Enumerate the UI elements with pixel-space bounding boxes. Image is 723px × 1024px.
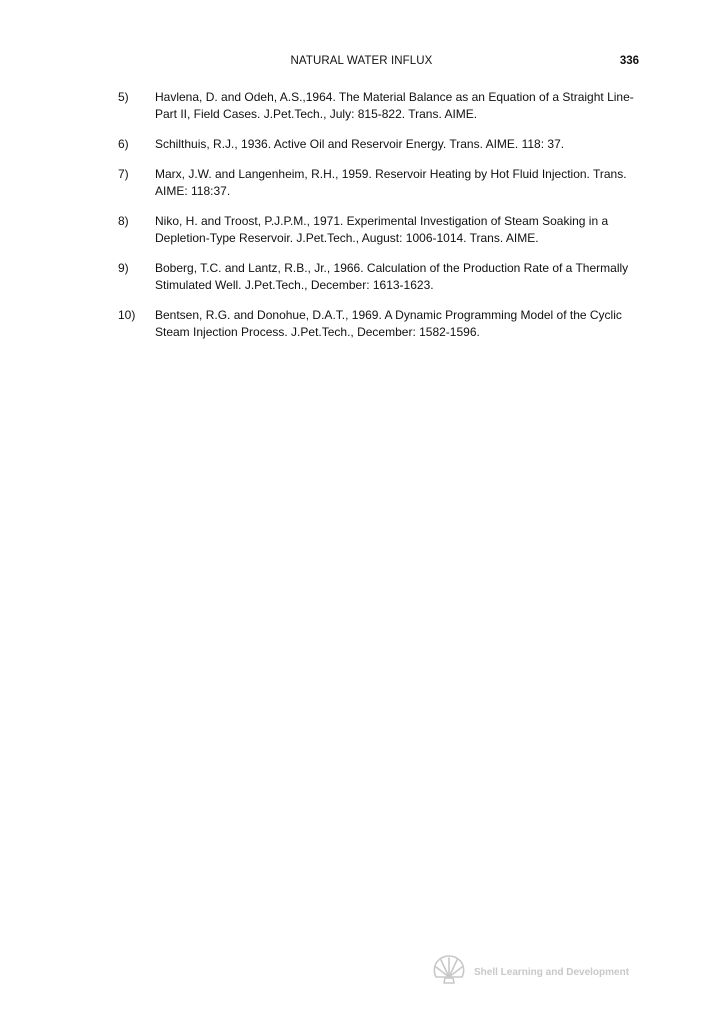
page-title: NATURAL WATER INFLUX	[290, 55, 433, 67]
reference-text: Bentsen, R.G. and Donohue, D.A.T., 1969. A Dynamic Programming Model of the Cyclic Steam Injection Process. J.Pet.Tech., December: 1582-1596.	[155, 308, 622, 339]
shell-logo-icon	[432, 954, 466, 986]
reference-text: Marx, J.W. and Langenheim, R.H., 1959. Reservoir Heating by Hot Fluid Injection. Trans. AIME: 118:37.	[155, 167, 627, 198]
page-number: 336	[619, 55, 639, 67]
reference-number: 9)	[118, 261, 129, 275]
reference-item	[118, 260, 638, 294]
reference-number: 6)	[118, 137, 129, 151]
reference-number: 7)	[118, 167, 129, 181]
reference-list	[118, 89, 638, 354]
reference-item	[118, 307, 638, 341]
reference-text: Niko, H. and Troost, P.J.P.M., 1971. Experimental Investigation of Steam Soaking in a Depletion-Type Reservoir. J.Pet.Tech., August: 1006-1014. Trans. AIME.	[155, 214, 609, 245]
reference-item	[118, 213, 638, 247]
reference-text: Schilthuis, R.J., 1936. Active Oil and Reservoir Energy. Trans. AIME. 118: 37.	[155, 137, 565, 151]
reference-text: Havlena, D. and Odeh, A.S.,1964. The Material Balance as an Equation of a Straight Line-Part II, Field Cases. J.Pet.Tech., July: 815-822. Trans. AIME.	[155, 90, 634, 121]
reference-number: 8)	[118, 214, 129, 228]
reference-number: 10)	[118, 308, 136, 322]
reference-item	[118, 89, 638, 123]
reference-item	[118, 136, 638, 153]
footer-text: Shell Learning and Development	[474, 967, 630, 978]
reference-text: Boberg, T.C. and Lantz, R.B., Jr., 1966. Calculation of the Production Rate of a Thermally Stimulated Well. J.Pet.Tech., December: 1613-1623.	[155, 261, 629, 292]
reference-number: 5)	[118, 90, 129, 104]
reference-item	[118, 166, 638, 200]
